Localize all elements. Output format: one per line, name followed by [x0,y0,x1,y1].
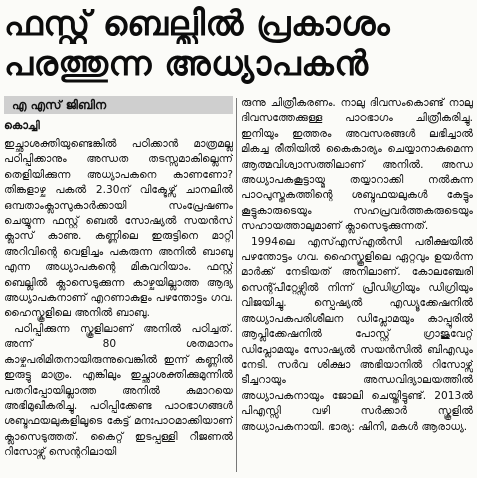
paragraph: ഇച്ഛാശക്തിയുണ്ടെങ്കിൽ പഠിക്കാൻ മാത്രമല്ല പഠിപ്പിക്കാനും അന്ധത തടസ്സമാകില്ലെന്ന് തെളിയിക്കുന്ന അധ്യാപകനെ കാണണോ? തിങ്കളാഴ്ച പകൽ 2.30ന് വിക്ടേഴ്സ് ചാനലിൽ ഒമ്പതാംക്ലാസുകാർക്കായി സംപ്രേഷണം ചെയ്യുന്ന ഫസ്റ്റ് ബെൽ സോഷ്യൽ സയൻസ് ക്ലാസ് കാണു. കണ്ണിലെ ഇരുട്ടിനെ മാറ്റി അറിവിന്റെ വെളിച്ചം പകരുന്ന അനിൽ ബാബു എന്ന അധ്യാപകന്റെ മികവറിയാം. ഫസ്റ്റ് ബെല്ലിൽ ക്ലാസെടുക്കുന്ന കാഴ്ചയില്ലാത്ത ആദ്യ അധ്യാപകനാണ് എറണാകുളം പഴന്തോട്ടം ഗവ. ഹൈസ്കൂളിലെ അനിൽ ബാബു. [4,138,233,320]
column-divider [236,98,237,472]
headline [4,4,473,84]
paragraph: പഠിപ്പിക്കുന്ന സ്കൂളിലാണ് അനിൽ പഠിച്ചത്. അന്ന് 80 ശതമാനം കാഴ്ചപരിമിതനായിരുന്നുവെങ്കിൽ ഇന്ന് കണ്ണിൽ ഇരുട്ടു മാത്രം. എങ്കിലും ഇച്ഛാശക്തിക്കുമുന്നിൽ പതറിപ്പോയില്ലാത്ത അനിൽ കുമാറയെ അഭിമുഖീകരിച്ചു. പഠിപ്പിക്കേണ്ട പാഠഭാഗങ്ങൾ ശബ്ദഫയലുകളിലൂടെ കേട്ട് മനഃപാഠമാക്കിയാണ് ക്ലാസെടുത്തത്. കൈറ്റ് ഇടപ്പള്ളി റീജണൽ റിസോഴ്സ് സെന്ററിലായി [4,322,233,459]
dateline: കൊച്ചി [4,119,40,132]
headline-line-1: ഫസ്റ്റ് ബെല്ലിൽ പ്രകാശം [4,4,391,44]
byline-bar [4,96,233,114]
paragraph: രുന്നു ചിത്രീകരണം. നാലു ദിവസംകൊണ്ട് നാലു ദിവസത്തേക്കുള്ള പാഠഭാഗം ചിത്രീകരിച്ചു. ഇനിയും ഇത്തരം അവസരങ്ങൾ ലഭിച്ചാൽ മികച്ച രീതിയിൽ കൈകാര്യം ചെയ്യാനാകുമെന്ന ആത്മവിശ്വാസത്തിലാണ് അനിൽ. അന്ധ അധ്യാപകകൂട്ടായ്മ തയ്യാറാക്കി നൽകുന്ന പാഠപുസ്തകത്തിന്റെ ശബ്ദഫയലുകൾ കേട്ടും കൂട്ടുകാരുടെയും സഹപ്രവർത്തകരുടെയും സഹായത്താലുമാണ് ക്ലാസെടുക്കുന്നത്. [241,97,473,233]
paragraph: 1994ലെ എസ്എസ്എൽസി പരീക്ഷയിൽ പഴന്തോട്ടം ഗവ. ഹൈസ്കൂളിലെ ഏറ്റവും ഉയർന്ന മാർക്ക് നേടിയത് അനിലാണ്. കോലഞ്ചേരി സെന്റ്പീറ്റേഴ്സിൽ നിന്ന് പ്രീഡിഗ്രിയും ഡിഗ്രിയും വിജയിച്ചു. സ്പെഷ്യൽ എഡ്യൂക്കേഷനിൽ അധ്യാപകപരിശീലന ഡിപ്ലോമയും കാപ്പൂരിൽ ആപ്ലിക്കേഷനിൽ പോസ്റ്റ് ഗ്രാജുവേറ്റ് ഡിപ്ലോമയും സോഷ്യൽ സയൻസിൽ ബിഎഡും നേടി. സർവ ശിക്ഷാ അഭിയാനിൽ റിസോഴ്സ് ടീച്ചറായും അന്ധവിദ്യാലയത്തിൽ അധ്യാപകനായും ജോലി ചെയ്തിട്ടുണ്ട്. 2013ൽ പിഎസ്സി വഴി സർക്കാർ സ്കൂളിൽ അധ്യാപകനായി. ഭാര്യ: ഷിനി, മകൾ ആരാധ്യ. [241,235,473,433]
article-column-right [241,96,473,474]
byline: എ എസ് ജിബിന [12,98,107,112]
article-column-left [4,118,233,474]
headline-line-2: പരത്തുന്ന അധ്യാപകൻ [4,44,369,84]
